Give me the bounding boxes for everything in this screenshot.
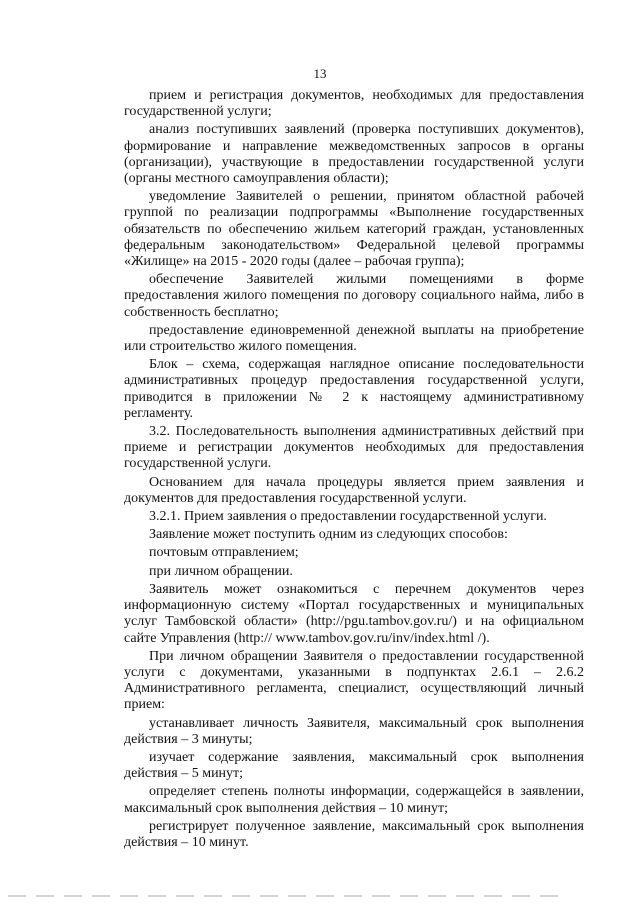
paragraph-11: почтовым отправлением; xyxy=(149,545,299,561)
paragraph-18: регистрирует полученное заявление, максимальный срок выполнения действия – 10 минут. xyxy=(124,818,584,850)
page-number: 13 xyxy=(313,66,327,81)
paragraph-10: Заявление может поступить одним из следующих способов: xyxy=(149,527,508,543)
paragraph-5: предоставление единовременной денежной выплаты на приобретение или строительство жилого помещения. xyxy=(124,322,584,355)
paragraph-14: При личном обращении Заявителя о предоставлении государственной услуги с документами, указанными в подпунктах 2.6.1 – 2.6.2 Административного регламента, специалист, осуществляющий личный прием: xyxy=(124,648,584,713)
paragraph-6: Блок – схема, содержащая наглядное описание последовательности административных процедур предоставления государственной услуги, приводится в приложении № 2 к настоящему административному регламенту. xyxy=(124,357,584,421)
paragraph-4: обеспечение Заявителей жилыми помещениями в форме предоставления жилого помещения по договору социального найма, либо в собственность бесплатно; xyxy=(124,272,584,320)
paragraph-12: при личном обращении. xyxy=(149,563,293,579)
paragraph-17: определяет степень полноты информации, содержащейся в заявлении, максимальный срок выполнения действия – 10 минут; xyxy=(124,784,584,816)
document-body xyxy=(124,88,584,853)
paragraph-8: Основанием для начала процедуры является прием заявления и документов для предоставления государственной услуги. xyxy=(124,474,584,506)
paragraph-9: 3.2.1. Прием заявления о предоставлении государственной услуги. xyxy=(149,509,547,525)
paragraph-7: 3.2. Последовательность выполнения административных действий при приеме и регистрации документов необходимых для предоставления государственной услуги. xyxy=(124,424,584,472)
paragraph-1: прием и регистрация документов, необходимых для предоставления государственной услуги; xyxy=(124,88,584,120)
paragraph-2: анализ поступивших заявлений (проверка поступивших документов), формирование и направление межведомственных запросов в органы (организации), участвующие в предоставлении государственной услуги (органы местного самоуправления области); xyxy=(124,122,584,187)
paragraph-13: Заявитель может ознакомиться с перечнем документов через информационную систему «Портал государственных и муниципальных услуг Тамбовской области» (http://pgu.tambov.gov.ru/) и на официальном сайте Управления (http:// www.tambov.gov.ru/inv/index.html /). xyxy=(124,581,584,646)
paragraph-16: изучает содержание заявления, максимальный срок выполнения действия – 5 минут; xyxy=(124,749,584,782)
scan-edge-artifact xyxy=(8,895,568,897)
paragraph-15: устанавливает личность Заявителя, максимальный срок выполнения действия – 3 минуты; xyxy=(124,715,584,747)
paragraph-3: уведомление Заявителей о решении, принятом областной рабочей группой по реализации подпрограммы «Выполнение государственных обязательств по обеспечению жильем категорий граждан, установленных федеральным законодательством» Федеральной целевой программы «Жилище» на 2015 - 2020 годы (далее – рабочая группа); xyxy=(124,189,584,270)
